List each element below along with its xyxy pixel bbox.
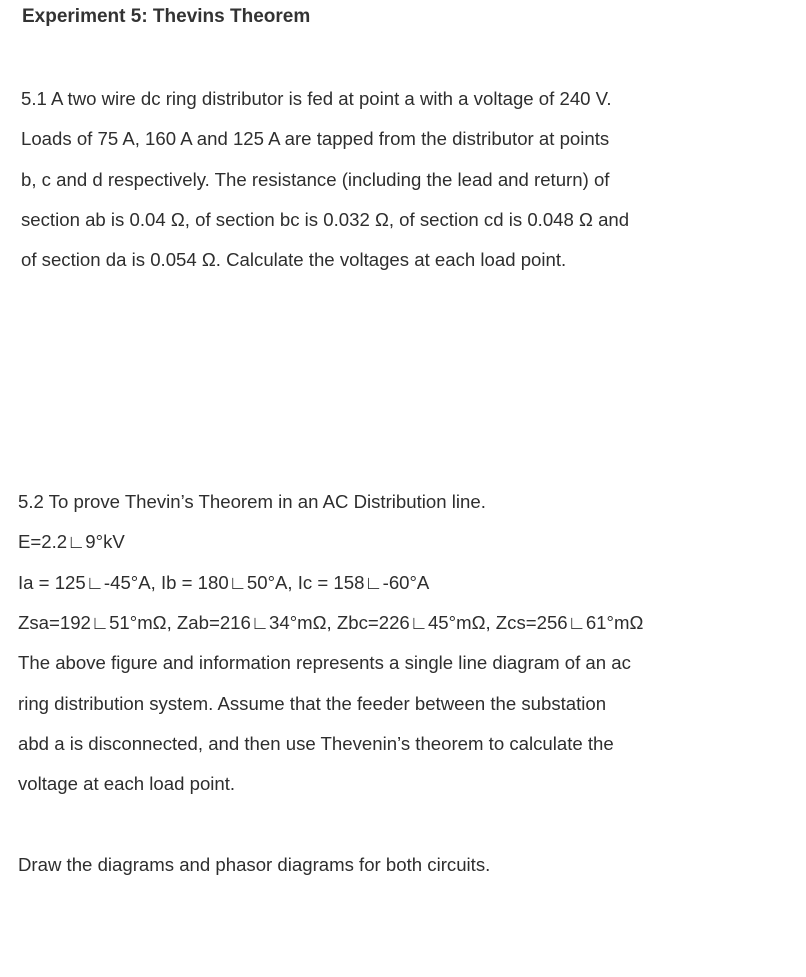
section-5-2-line-7: abd a is disconnected, and then use Thevenin’s theorem to calculate the: [18, 733, 614, 754]
section-5-2-line-6: ring distribution system. Assume that the feeder between the substation: [18, 693, 607, 714]
experiment-title: Experiment 5: Thevins Theorem: [22, 6, 311, 27]
section-5-2-line-1: 5.2 To prove Thevin’s Theorem in an AC Distribution line.: [18, 491, 486, 512]
section-5-1-line-2: Loads of 75 A, 160 A and 125 A are tapped from the distributor at points: [21, 128, 610, 149]
section-5-1-line-1: 5.1 A two wire dc ring distributor is fed at point a with a voltage of 240 V.: [21, 88, 612, 109]
section-5-1-line-4: section ab is 0.04 Ω, of section bc is 0.032 Ω, of section cd is 0.048 Ω and: [21, 209, 630, 230]
section-5-2-line-8: voltage at each load point.: [18, 773, 236, 794]
section-5-2-line-2: E=2.2∟9°kV: [18, 531, 125, 552]
section-5-1-line-3: b, c and d respectively. The resistance (including the lead and return) of: [21, 169, 610, 190]
section-5-1-line-5: of section da is 0.054 Ω. Calculate the voltages at each load point.: [21, 249, 567, 270]
closing-instruction: Draw the diagrams and phasor diagrams for both circuits.: [18, 854, 491, 875]
section-5-2-line-5: The above figure and information represents a single line diagram of an ac: [18, 652, 631, 673]
section-5-2-line-3: Ia = 125∟-45°A, Ib = 180∟50°A, Ic = 158∟-60°A: [18, 572, 430, 593]
section-5-2-line-4: Zsa=192∟51°mΩ, Zab=216∟34°mΩ, Zbc=226∟45°mΩ, Zcs=256∟61°mΩ: [18, 612, 644, 633]
